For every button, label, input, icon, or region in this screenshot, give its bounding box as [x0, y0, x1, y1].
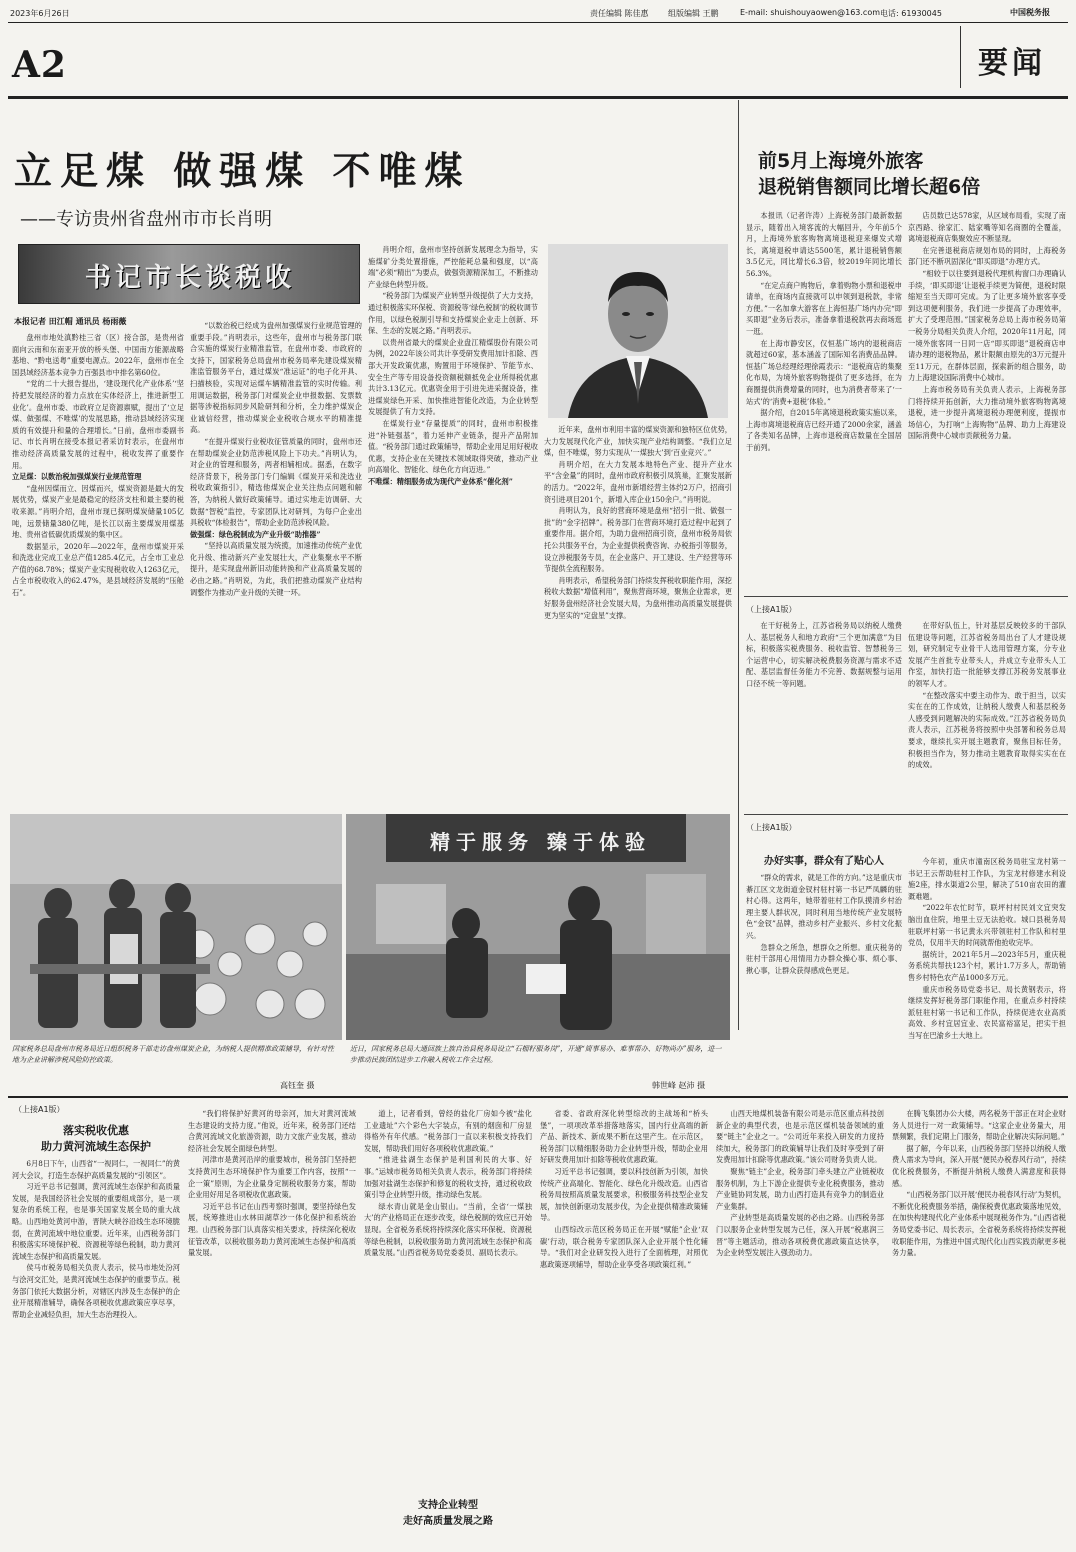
jiangsu-body-col-1: [746, 620, 902, 806]
portrait-illustration: [548, 244, 728, 418]
photo1-caption: 国家税务总局盘州市税务局近日组织税务干部走访盘州煤炭企业，为纳税人提供精准政策辅导，有针对性地为企业讲解涉税风险防控政策。: [12, 1045, 334, 1064]
shanghai-body-col-2: [908, 210, 1066, 584]
shanghai-paragraph: “相较于以往要到退税代理机构窗口办理确认手续，‘即买即退’让退税手续更为简便，退税时限缩短至当天即可完成。为了让更多境外旅客享受到这项便利服务，我们进一步提高了办理效率，扩大了受理范围。”国家税务总局上海市税务局第一税务分局相关负责人介绍，2020年11月起，同一境外旅客同一日同一店“即买即退”退税商店申请办理的退税物品，累计限额由原先的3万元提升至11万元，在群体层面，探索新的组合服务，助力上海建设国际消费中心城市。: [908, 268, 1066, 383]
bottom-paragraph: 习近平总书记在山西考察时强调，要坚持绿色发展，统筹推进山水林田湖草沙一体化保护和系统治理。山西税务部门认真落实相关要求，持续深化税收征管改革，以税收服务助力黄河流域生态保护和高质量发展。: [188, 1201, 356, 1258]
column-banner-text: 书记市长谈税收: [85, 263, 296, 293]
column-banner: [18, 244, 360, 304]
chongqing-paragraph: 重庆市税务局党委书记、局长黄钢表示，将继续发挥好税务部门职能作用，在重点乡村持续派驻驻村第一书记和工作队，持续促进农业高质高效、乡村宜居宜业、农民富裕富足，把实干担当写在巴渝乡土大地上。: [908, 984, 1066, 1040]
bottom-paragraph: “我们将保护好黄河的母亲河，加大对黄河流域生态建设的支持力度。”他说，近年来，税务部门还结合黄河流域文化旅游资源，助力文旅产业发展，推动经济社会发展全面绿色转型。: [188, 1109, 356, 1153]
lead-paragraph: 数据显示，2020年—2022年，盘州市煤炭开采和洗选业完成工业总产值1285.4亿元，占全市工业总产值的68.78%；煤炭产业实现税收收入1263亿元，占全市税收收入的62.47%，是县域经济发展的“压舱石”。: [12, 541, 184, 598]
lead-paragraph: “在提升煤炭行业税收征管质量的同时，盘州市还在帮助煤炭企业防范涉税风险上下功夫。”肖明认为，对企业的管理和服务，两者相辅相成。据悉，在数字经济背景下，税务部门专门编辑《煤炭开采和洗选业税收政策指引》，精选他煤炭企业关注热点问题和解答，为纳税人做好政策辅导。通过实地走访调研、大数据“智税”监控，专家团队比对研判，为每户企业出具税收“体检报告”，帮助企业防范涉税风险。: [190, 436, 362, 528]
bottom-heading-line1: 落实税收优惠: [63, 1124, 129, 1137]
lead-byline: 本报记者 田江帽 通讯员 杨雨薇: [14, 317, 127, 326]
shanghai-paragraph: 本报讯（记者许涛）上海税务部门最新数据显示，随着出入境客流的大幅回升，今年前5个月，上海境外旅客购物离境退税迎来爆发式增长，离境退税申请达5500笔，累计退税销售额3.5亿元，同比增长6.3倍，较2019年同比增长56.3%。: [746, 211, 902, 278]
bottom-paragraph: 山西天地煤机装备有限公司是示范区重点科技创新企业的典型代表，也是示范区煤机装备领域的重要“链主”企业之一。“公司近年来投入研发的力度持续加大，税务部门的政策辅导让我们及时享受到了研发费用加计扣除等优惠政策。”该公司财务负责人说。: [716, 1109, 884, 1165]
bottom-paragraph: “山西税务部门以开展‘便民办税春风行动’为契机，不断优化税费服务举措，确保税费优惠政策落地见效，在加快构建现代化产业体系中展现税务作为。”山西省税务局党委书记、局长表示，全省税务系统将持续发挥税收职能作用，为推进中国式现代化山西实践贡献更多税务力量。: [892, 1190, 1066, 1258]
lead-paragraph: 肖明表示，希望税务部门持续发挥税收职能作用，深挖税收大数据“增值利用”，聚焦营商环境，聚焦企业需求，更好服务盘州经济社会发展大局，为盘州推动高质量发展提供更为坚实的“定盘星”支撑。: [544, 575, 732, 620]
photo2-credit: 韩世峰 赵沛 摄: [652, 1081, 706, 1090]
rule-before-bottom: [8, 1096, 1068, 1098]
layout-editor-credit: 组版编辑 王鹏: [668, 9, 719, 18]
bottom-paragraph: 习近平总书记强调，黄河流域生态保护和高质量发展，是我国经济社会发展的重要组成部分，是一项复杂的系统工程，也是事关国家发展全局的重大战略。山西地处黄河中游，晋陕大峡谷沿线生态环境脆弱，在黄河流域中地位重要。近年来，山西税务部门积极落实环境保护税、资源税等绿色税制，助力黄河流域生态保护和高质量发展。: [12, 1182, 180, 1261]
shanghai-paragraph: “在定点商户购物后，拿着购物小票和退税申请单，在商场内直接就可以申领到退税款，非常方便。”一名加拿大游客在上海恒基广场内办完“即买即退”业务后表示，准备拿着退税款再去商场逛一逛。: [746, 280, 902, 336]
shanghai-body-col-1: [746, 210, 902, 584]
shanghai-paragraph: 上海市税务局有关负责人表示，上海税务部门将持续开拓创新，大力推动境外旅客购物离境退税，进一步提升离境退税办理便利度，提振市场信心，为打响“上海购物”品牌、助力上海建设国际消费中心城市贡献税务力量。: [908, 384, 1066, 441]
photo-service-counter: [346, 814, 730, 1040]
chongqing-paragraph: 据统计，2021年5月—2023年5月，重庆税务系统共帮扶123个村，累计1.7万多人，帮助销售乡村特色农产品1000多万元。: [908, 949, 1066, 982]
lead-body-col-3: [368, 244, 538, 800]
chongqing-paragraph: 急群众之所急，想群众之所想。重庆税务的驻村干部用心用情用力办群众操心事、烦心事、揪心事，让群众获得感成色更足。: [746, 942, 902, 975]
lead-paragraph: “盘州因煤而立、因煤而兴，煤炭资源是最大的发展优势，煤炭产业是最稳定的经济支柱和最主要的税收来源。”肖明介绍，盘州市现已探明煤炭储量105亿吨，远景储量380亿吨，是长江以南主要煤炭用煤基地、贵州省低碳优质煤炭的集中区。: [12, 483, 184, 540]
shanghai-paragraph: 据介绍，自2015年离境退税政策实施以来，上海市离境退税商店已经开通了2000余家，涵盖了各类知名品牌，上海市退税商店数量在全国居于前列。: [746, 408, 902, 452]
lead-paragraph: 不唯煤：精细服务成为现代产业体系“催化剂”: [368, 476, 513, 486]
chongqing-paragraph: “群众的需求，就是工作的方向。”这是重庆市綦江区文龙街道金钗村驻村第一书记严凤麟的驻村心得。这两年，她带着驻村工作队摸清乡村治理主要人群状况，同时利用当地传统产业发展特色“金钗”品牌，推动乡村产业振兴、乡村文化振兴。: [746, 873, 902, 940]
bottom-paragraph: 6月8日下午，山西省“一视同仁，一视同仁”的黄河大会议，打造生态保护高质量发展的“引领区”。: [12, 1159, 180, 1180]
bottom-body-col-5: [716, 1108, 884, 1546]
masthead-rule: [8, 22, 1068, 23]
contact-phone: 电话: 61930045: [880, 9, 942, 18]
photo2-caption: 近日，国家税务总局大通回族土族自治县税务局设立“石榴籽服务岗”，开通“简事易办、难事帮办、好物尚办”服务，进一步推动民族团结进步工作融入税收工作全过程。: [350, 1045, 722, 1064]
bottom-paragraph: 据了解，今年以来，山西税务部门坚持以纳税人缴费人需求为导向，深入开展“便民办税春风行动”，持续优化税费服务，不断提升纳税人缴费人满意度和获得感。: [892, 1143, 1066, 1188]
lead-paragraph: “坚持以高质量发展为统揽，加速推动传统产业优化升级、推动新兴产业发展壮大，产业集聚水平不断提升，是实现盘州新旧动能转换和产业高质量发展的必由之路。”肖明说，为此，我们把推动煤炭产业结构调整作为推动产业升级的关键一环。: [190, 541, 362, 597]
portrait-photo: [548, 244, 728, 418]
editor-credit: 责任编辑 陈佳惠: [590, 9, 649, 18]
factory-scene-illustration: [10, 814, 342, 1040]
lead-paragraph: 肖明介绍，在大力发展本地特色产业、提升产业水平“含金量”的同时，盘州市政府积极引凤筑巢，汇聚发展新的活力。“2022年，盘州市新增经营主体约2万户，招商引资引进项目201个，新增入库企业150余户。”肖明说。: [544, 459, 732, 504]
bottom-paragraph: 聚焦“链主”企业，税务部门牵头建立产业链税收服务机制，为上下游企业提供专业化税费服务，推动产业链协同发展，助力山西打造具有竞争力的制造业产业集群。: [716, 1166, 884, 1211]
shanghai-headline-1: 前5月上海境外旅客: [758, 150, 924, 172]
page-divider-vertical: [738, 100, 739, 1030]
bottom-body-col-3: [364, 1108, 532, 1488]
shanghai-headline-2: 退税销售额同比增长超6倍: [758, 176, 981, 198]
bottom-paragraph: 道上，记者看到，曾经的盐化厂房如今被“盐化工业遗址”六个彩色大字装点，有别的烟囱和厂房显得格外有年代感。“税务部门一直以来积极支持我们发展，帮助我们用好各项税收优惠政策。”: [364, 1109, 532, 1153]
bottom-paragraph: 省委、省政府深化转型综改的主战场和“桥头堡”，一项项改革举措落地落实，国内行业高端的新产品、新技术、新成果不断在这里产生。在示范区，税务部门以精细服务助力企业转型升级，帮助企业用好研发费用加计扣除等税收优惠政策。: [540, 1109, 708, 1165]
bottom-body-col-2: [188, 1108, 356, 1546]
jiangsu-paragraph: 在带好队伍上，针对基层反映较多的干部队伍建设等问题，江苏省税务局出台了人才建设规划，研究制定专业骨干人选用管理方案，分专业发展产生首批专业带头人，并成立专业带头人工作室，加快打造一批能够支撑江苏税务发展事业的领军人才。: [908, 621, 1066, 688]
photo1-credit: 高钰奎 摄: [280, 1081, 315, 1090]
bottom-continued-marker: （上接A1版）: [14, 1105, 65, 1114]
lead-paragraph: 盘州市地处滇黔桂三省（区）接合部，是贵州省面向云南和东南亚开放的桥头堡、中国南方能源战略基地、“黔电送粤”重要电源点。2022年，盘州市在全国县域经济基本竞争力百强县市中排名第60位。: [12, 333, 184, 377]
jiangsu-body-col-2: [908, 620, 1066, 806]
bottom-heading2-line1: 支持企业转型: [418, 1500, 478, 1511]
bottom-heading-line2: 助力黄河流域生态保护: [41, 1140, 151, 1153]
bottom-paragraph: “推进盐湖生态保护是利国利民的大事、好事。”运城市税务局相关负责人表示，税务部门将持续加强对盐湖生态保护和修复的税收支持，通过税收政策引导企业转型升级，推动绿色发展。: [364, 1155, 532, 1200]
rule-after-jiangsu: [744, 814, 1068, 815]
jiangsu-continued-marker: （上接A1版）: [746, 605, 797, 614]
page-number: A2: [12, 44, 67, 86]
chongqing-paragraph: 今年初，重庆市潼南区税务局驻宝龙村第一书记王云帮助驻村工作队，为宝龙村修建水利设施2座，排水渠道2公里，解决了510亩农田的灌溉难题。: [908, 857, 1066, 901]
bottom-paragraph: 习近平总书记强调，要以科技创新为引领，加快传统产业高端化、智能化、绿色化升级改造。山西省税务局按照高质量发展要求，积极服务科技型企业发展，加快创新驱动发展步伐，为企业提供精准政策辅导。: [540, 1166, 708, 1223]
contact-email: E-mail: shuishouyaowen@163.com: [740, 8, 881, 17]
bottom-paragraph: 河津市是黄河沿岸的重要城市，税务部门坚持把支持黄河生态环境保护作为重要工作内容，按照“一企一策”原则，为企业量身定制税收服务方案，帮助企业用好用足各项税收优惠政策。: [188, 1155, 356, 1200]
bottom-paragraph: 绿水青山就是金山银山。“当前，全省‘一煤独大’的产业格局正在逐步改变，绿色税制的效应已开始显现。全省税务系统将持续深化落实环保税、资源税等绿色税制，以税收服务助力黄河流域生态保护和高质量发展。”山西省税务局党委委员、副局长表示。: [364, 1201, 532, 1258]
lead-subtitle: ——专访贵州省盘州市市长肖明: [20, 209, 272, 230]
paper-name: 中国税务报: [1010, 8, 1050, 17]
lead-paragraph: 近年来，盘州市利用丰富的煤炭资源和独特区位优势，大力发展现代化产业，加快实现产业结构调整。“我们立足煤，但不唯煤，努力实现从‘一煤独大’到‘百业竞兴’。”: [544, 425, 732, 458]
lead-paragraph: 以贵州省最大的煤炭企业盘江精煤股份有限公司为例，2022年该公司共计享受研发费用加计扣除、西部大开发政策优惠，购置用于环境保护、节能节水、安全生产等专用设备投资额税额抵免企业所得税优惠共计3.13亿元。优惠资金用于引进先进采掘设备，推进煤炭绿色开采、加快推进智能化改造，为企业转型发展提供了有力支持。: [368, 337, 538, 417]
bottom-body-col-4: [540, 1108, 708, 1546]
lead-paragraph: 肖明介绍，盘州市坚持创新发展理念为指导，实施煤矿分类处置措施，严控能耗总量和强度，以“高端”必须“精出”为要点，做强资源精深加工，不断推动产业绿色转型升级。: [368, 245, 538, 289]
lead-body-col-2: [190, 320, 362, 800]
shanghai-paragraph: 店员数已达578家，从区域布局看，实现了南京西路、徐家汇、陆家嘴等知名商圈的全覆盖，离境退税商店集聚效应不断显现。: [908, 211, 1066, 244]
shanghai-paragraph: 在上海市静安区，仅恒基广场内的退税商店就超过60家，基本涵盖了国际知名消费品品牌。恒基广场总经理经理徐霞表示：“退税商店的集聚化布局，为境外旅客购物提供了更多选择，在为商圈提供消费增量的同时，也为消费者带来了‘一站式’的‘消费+退税’体验。”: [746, 338, 902, 406]
lead-paragraph: “以数治税已经成为盘州加强煤炭行业规范管理的重要手段。”肖明表示，这些年，盘州市与税务部门联合实施的煤炭行业精准监管，在盘州市委、市政府的支持下，国家税务总局盘州市税务局率先建设煤炭精准监管服务平台，通过煤炭“准运证”的电子化开具、扫描核验，实现对运煤车辆精准监管的实时传输。利用调运数据，税务部门对煤炭企业申报数据、发票数据等涉税指标同步风险研判和分析，全力维护煤炭企业诚信经营，推动煤炭企业税收合规水平的精准提高。: [190, 321, 362, 435]
chongqing-subhead: 办好实事，群众有了贴心人: [764, 856, 884, 867]
bottom-paragraph: 在腾飞集团办公大楼，两名税务干部正在对企业财务人员进行一对一政策辅导。“这家企业业务量大，用票频繁，我们定期上门服务，帮助企业解决实际问题。”: [892, 1109, 1066, 1142]
shanghai-paragraph: 在完善退税商店规划布局的同时，上海税务部门还不断巩固深化“即买即退”办理方式。: [908, 245, 1066, 267]
rule-after-shanghai: [744, 596, 1068, 597]
lead-paragraph: 肖明认为，良好的营商环境是盘州“招引一批、做强一批”的“金字招牌”。税务部门在营商环境打造过程中起到了重要作用。据介绍，为助力盘州招商引资，盘州市税务局依托公共服务平台，为企业提供税费咨询、办税指引等服务，设立涉税服务专员，在企业落户、开工建设、生产经营等环节提供全流程服务。: [544, 506, 732, 574]
chongqing-body-col-2: [908, 856, 1066, 1068]
chongqing-continued-marker: （上接A1版）: [746, 823, 797, 832]
lead-body-col-4: [544, 424, 732, 800]
lead-paragraph: “税务部门为煤炭产业转型升级提供了大力支持，通过积极落实环保税、资源税等‘绿色税制’的税收调节作用，以绿色税制引导和支持煤炭企业走上创新、环保、生态的发展之路。”肖明表示。: [368, 291, 538, 336]
lead-headline: 立足煤 做强煤 不唯煤: [14, 148, 471, 193]
bottom-body-col-6: [892, 1108, 1066, 1546]
chongqing-body-col-1: [746, 872, 902, 1068]
bottom-paragraph: 山西综改示范区税务局正在开展“赋能”企业‘双碳’行动，联合税务专家团队深入企业开展个性化辅导。“我们对企业研发投入进行了全面梳理，对照优惠政策逐项辅导，帮助企业享受各项政策红利。”: [540, 1224, 708, 1269]
section-label: 要闻: [978, 46, 1046, 81]
bottom-body-col-1: [12, 1158, 180, 1546]
chongqing-paragraph: “2022年农忙时节，联坪村村民刘文宜突发脑出血住院，地里土豆无法抢收。城口县税务局驻联坪村第一书记黄永兴带领驻村工作队和村里党员，仅用半天的时间就帮他抢收完毕。: [908, 903, 1066, 948]
jiangsu-paragraph: “在整改落实中要主动作为、敢于担当，以实实在在的工作成效，让纳税人缴费人和基层税务人感受到问题解决的实际成效。”江苏省税务局负责人表示，江苏税务将按照中央部署和税务总局要求，继续扎实开展主题教育，聚焦目标任务，积极担当作为，努力推动主题教育取得实实在在的成效。: [908, 690, 1066, 770]
lead-paragraph: 立足煤：以数治税加强煤炭行业规范管理: [12, 472, 142, 482]
bottom-paragraph: 侯马市税务局相关负责人表示，侯马市地处汾河与浍河交汇处，是黄河流域生态保护的重要节点。税务部门依托大数据分析，对辖区内涉及生态保护的企业开展精准辅导，确保各项税收优惠政策应享尽享，帮助企业减轻负担，加大生态治理投入。: [12, 1263, 180, 1319]
bottom-heading2-line2: 走好高质量发展之路: [403, 1516, 493, 1527]
photo-tax-officers-factory: [10, 814, 342, 1040]
issue-date: 2023年6月26日: [10, 9, 70, 18]
lead-paragraph: 在煤炭行业“存量提质”的同时，盘州市积极推进“补链强基”，着力延伸产业链条，提升产品附加值。“税务部门通过政策辅导，帮助企业用足用好税收优惠，支持企业在关键技术领域取得突破，推动产业向高端化、智能化、绿色化方向迈进。”: [368, 418, 538, 475]
lead-body-col-1: [12, 332, 184, 800]
lead-paragraph: “党的二十大报告提出，‘建设现代化产业体系’‘坚持把发展经济的着力点放在实体经济上，推进新型工业化’。盘州市委、市政府立足资源禀赋，提出了‘立足煤、做强煤、不唯煤’的发展思路，推动县域经济实现质的有效提升和量的合理增长。”日前，盘州市委副书记、市长肖明在接受本报记者采访时表示，在盘州市推动经济高质量发展的过程中，税收发挥了重要作用。: [12, 379, 184, 470]
service-slogan-sign: 精于服务 臻于体验: [430, 830, 651, 854]
bottom-paragraph: 产业转型是高质量发展的必由之路。山西税务部门以服务企业转型发展为己任，深入开展“税惠润三晋”等主题活动，推动各项税费优惠政策直达快享，为企业转型发展注入强劲动力。: [716, 1213, 884, 1258]
jiangsu-paragraph: 在干好税务上，江苏省税务局以纳税人缴费人、基层税务人和地方政府“三个更加满意”为目标，积极落实税费服务、税收监管、智慧税务三个运营中心，切实解决税费服务资源与需求不适配、基层监督任务能力不完善、数据规整与运用口径不统一等问题。: [746, 621, 902, 688]
section-rule: [8, 96, 1068, 99]
lead-paragraph: 做强煤：绿色税制成为产业升级“助推器”: [190, 529, 321, 539]
